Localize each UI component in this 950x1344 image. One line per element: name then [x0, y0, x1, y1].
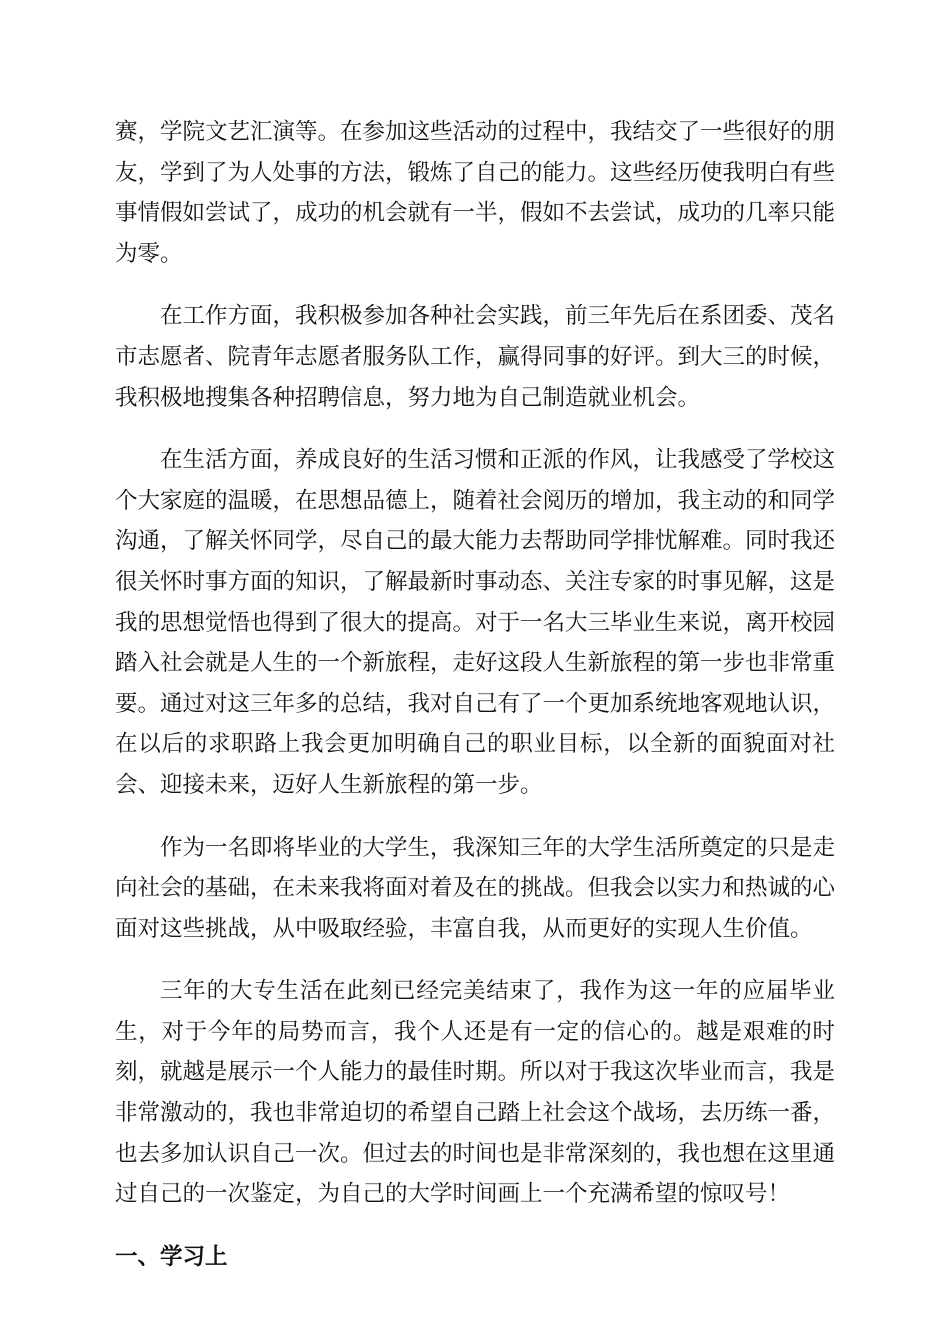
- paragraph-work: 在工作方面，我积极参加各种社会实践，前三年先后在系团委、茂名市志愿者、院青年志愿者服务队工作，赢得同事的好评。到大三的时候，我积极地搜集各种招聘信息，努力地为自己制造就业机会。: [115, 303, 836, 411]
- paragraph-life: 在生活方面，养成良好的生活习惯和正派的作风，让我感受了学校这个大家庭的温暖，在思想品德上，随着社会阅历的增加，我主动的和同学沟通，了解关怀同学，尽自己的最大能力去帮助同学排忧解难。同时我还很关怀时事方面的知识，了解最新时事动态、关注专家的时事见解，这是我的思想觉悟也得到了很大的提高。对于一名大三毕业生来说，离开校园踏入社会就是人生的一个新旅程，走好这段人生新旅程的第一步也非常重要。通过对这三年多的总结，我对自己有了一个更加系统地客观地认识，在以后的求职路上我会更加明确自己的职业目标，以全新的面貌面对社会、迎接未来，迈好人生新旅程的第一步。: [115, 447, 836, 798]
- document-page: [115, 112, 835, 1277]
- paragraph-activities: 赛，学院文艺汇演等。在参加这些活动的过程中，我结交了一些很好的朋友，学到了为人处事的方法，锻炼了自己的能力。这些经历使我明白有些事情假如尝试了，成功的机会就有一半，假如不去尝试，成功的几率只能为零。: [115, 119, 836, 267]
- section-heading-study: 一、学习上: [115, 1243, 228, 1270]
- paragraph-graduate: 作为一名即将毕业的大学生，我深知三年的大学生活所奠定的只是走向社会的基础，在未来我将面对着及在的挑战。但我会以实力和热诚的心面对这些挑战，从中吸取经验，丰富自我，从而更好的实现人生价值。: [115, 834, 836, 942]
- paragraph-conclusion: 三年的大专生活在此刻已经完美结束了，我作为这一年的应届毕业生，对于今年的局势而言，我个人还是有一定的信心的。越是艰难的时刻，就越是展示一个人能力的最佳时期。所以对于我这次毕业而言，我是非常激动的，我也非常迫切的希望自己踏上社会这个战场，去历练一番，也去多加认识自己一次。但过去的时间也是非常深刻的，我也想在这里通过自己的一次鉴定，为自己的大学时间画上一个充满希望的惊叹号！: [115, 978, 836, 1208]
